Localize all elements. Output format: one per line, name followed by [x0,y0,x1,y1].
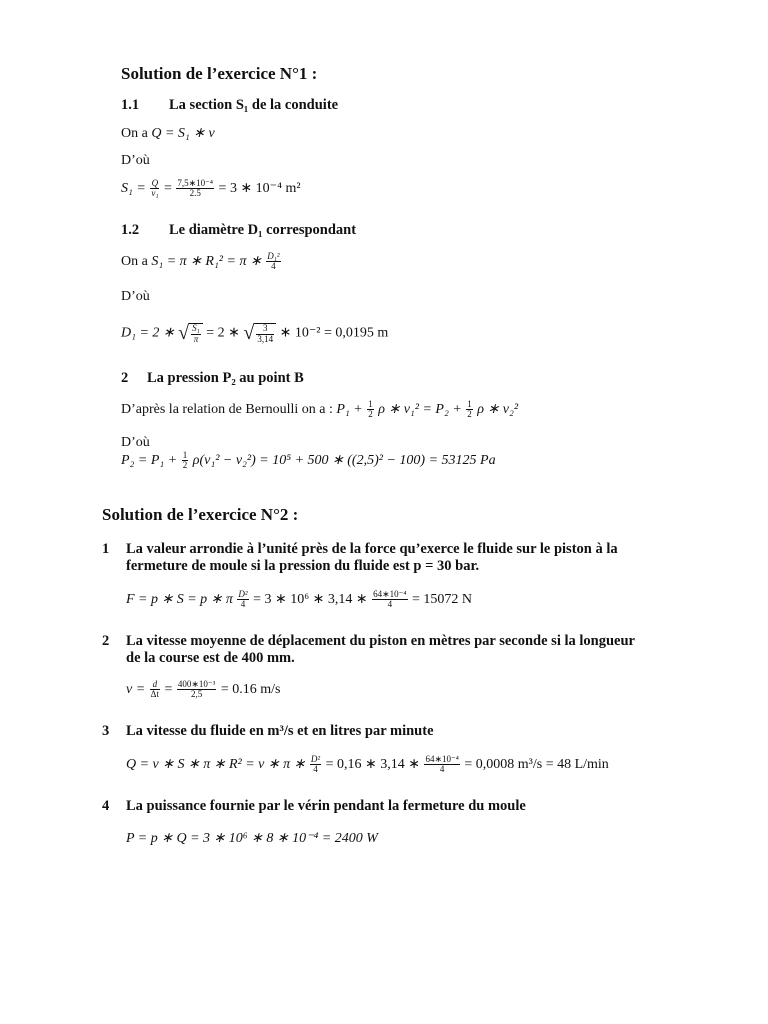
denominator: Δt [150,689,159,700]
formula-text: P₂ = P₁ + [121,453,178,469]
formula-text: F = p ∗ S = p ∗ π [126,592,233,608]
fraction [256,324,274,344]
numerator: 64∗10⁻⁴ [373,589,407,599]
question-4-heading [102,798,526,815]
d-ou-label: D’où [121,153,150,168]
numerator: S₁ [192,323,200,334]
denominator: 2.5 [189,188,201,199]
denominator: 2 [182,460,188,471]
denominator: 3,14 [257,333,274,344]
fraction [466,400,473,420]
formula-text: ρ ∗ v₁² = P₂ + [378,402,462,418]
formula-diameter-relation [121,252,282,272]
on-a-label: On a [121,126,148,141]
section-1-1-heading [121,97,338,114]
section-title: La section S₁ de la conduite [169,97,339,113]
question-line: fermeture de moule si la pression du fluide est p = 30 bar. [126,558,480,574]
question-2-heading [102,633,635,650]
question-line: La vitesse moyenne de déplacement du piston en mètres par seconde si la longueur [126,633,635,649]
fraction [150,179,159,199]
question-number: 2 [102,633,110,649]
fraction [191,324,201,344]
fraction [310,755,321,775]
formula-bernoulli [121,400,518,420]
bernoulli-intro: D’après la relation de Bernoulli on a : [121,402,333,418]
formula-rhs: = 15072 N [412,592,473,608]
fraction [176,179,214,199]
section-number: 1.1 [121,97,140,113]
formula-rhs: = 0.16 m/s [220,682,281,698]
exercise-1-title: Solution de l’exercice N°1 : [121,64,318,83]
formula-text: P = p ∗ Q = 3 ∗ 10⁶ ∗ 8 ∗ 10⁻⁴ = 2400 W [126,831,378,846]
section-title: La pression P₂ au point B [147,370,304,386]
formula-text: = 2 ∗ [206,325,240,341]
numerator: 400∗10⁻³ [177,679,216,689]
formula-text: ρ(v₁² − v₂²) = 10⁵ + 500 ∗ ((2,5)² − 100) = 53125 Pa [192,453,496,469]
fraction [177,680,217,700]
denominator: 2 [467,409,472,420]
numerator: 64∗10⁻⁴ [425,754,459,764]
formula-text: v = [126,682,146,698]
formula-power [126,830,378,847]
section-number: 1.2 [121,222,140,238]
d-ou-label: D’où [121,435,150,450]
formula-flow-velocity [126,755,609,775]
numerator: d [150,680,160,690]
fraction [367,400,374,420]
question-1-heading [102,541,618,558]
section-2-heading [121,370,304,387]
formula-rhs: = 0,0008 m³/s = 48 L/min [464,757,609,773]
denominator: 2 [368,409,373,420]
question-title: La vitesse du fluide en m³/s et en litres par minute [126,723,434,739]
formula-flow-rate [121,125,215,142]
formula-text: Q = S₁ ∗ v [151,126,215,141]
formula-lhs: D₁ = 2 ∗ [121,325,175,341]
formula-section-s1: S₁ = $\frac{Q}{\text{v₁}}$ = $\frac{\text{7,5∗10⁻⁴}}{2.5}$ = 3 ∗ 10⁻⁴ m² [121,178,301,199]
question-number: 4 [102,798,110,814]
fraction [266,252,280,272]
section-title: Le diamètre D₁ correspondant [169,222,357,238]
formula-force [126,590,472,610]
formula-text: = 3 ∗ 10⁶ ∗ 3,14 ∗ [253,592,368,608]
denominator: v₁ [151,188,159,199]
numerator: D² [310,754,321,764]
formula-text: S₁ = π ∗ R₁² = π ∗ [151,254,262,270]
formula-text: ρ ∗ v₂² [477,402,519,418]
formula-text: P₁ + [336,402,363,418]
numerator: 1 [182,450,188,460]
numerator: 1 [368,399,373,409]
numerator: D₁² [267,251,280,261]
formula-text: = 0,16 ∗ 3,14 ∗ [325,757,420,773]
numerator: D² [238,589,248,599]
section-1-2-heading [121,222,356,239]
question-number: 1 [102,541,110,557]
denominator: 4 [439,764,445,775]
exercise-2-title: Solution de l’exercice N°2 : [102,505,299,524]
fraction [150,680,160,700]
denominator: π [193,333,199,344]
square-root: √ $\frac{3}{3,14}$ [243,322,276,345]
fraction [182,451,189,471]
formula-rhs: ∗ 10⁻² = 0,0195 m [279,325,389,341]
fraction [424,755,459,775]
fraction [237,590,248,610]
question-line: La valeur arrondie à l’unité près de la force qu’exerce le fluide sur le piston à la [126,541,618,557]
numerator: 1 [467,399,472,409]
d-ou-label: D’où [121,289,150,304]
question-line: de la course est de 400 mm. [126,650,295,666]
numerator: 3 [256,324,274,334]
question-3-heading [102,723,434,740]
section-number: 2 [121,370,129,386]
denominator: 4 [313,764,318,775]
formula-text: Q = v ∗ S ∗ π ∗ R² = v ∗ π ∗ [126,757,306,773]
formula-rhs: = 3 ∗ 10⁻⁴ m² [218,181,301,197]
fraction [372,590,407,610]
question-title: La puissance fournie par le vérin pendant la fermeture du moule [126,798,526,814]
formula-pressure-p2 [121,451,496,471]
formula-diameter-d1 [121,322,388,345]
denominator: 4 [240,599,246,610]
denominator: 2,5 [191,689,203,700]
denominator: 4 [271,261,276,272]
numerator: Q [151,178,159,188]
square-root: √ $\frac{\text{S₁}}{\pi}$ [178,322,203,345]
formula-lhs: S₁ = [121,181,146,197]
denominator: 4 [387,599,393,610]
formula-velocity: v = $\frac{d}{\Delta t}$ = $\frac{\text{400∗10⁻³}}{2,5}$ = 0.16 m/s [126,679,281,700]
numerator: 7,5∗10⁻⁴ [177,178,214,188]
question-number: 3 [102,723,110,739]
on-a-label: On a [121,254,148,270]
